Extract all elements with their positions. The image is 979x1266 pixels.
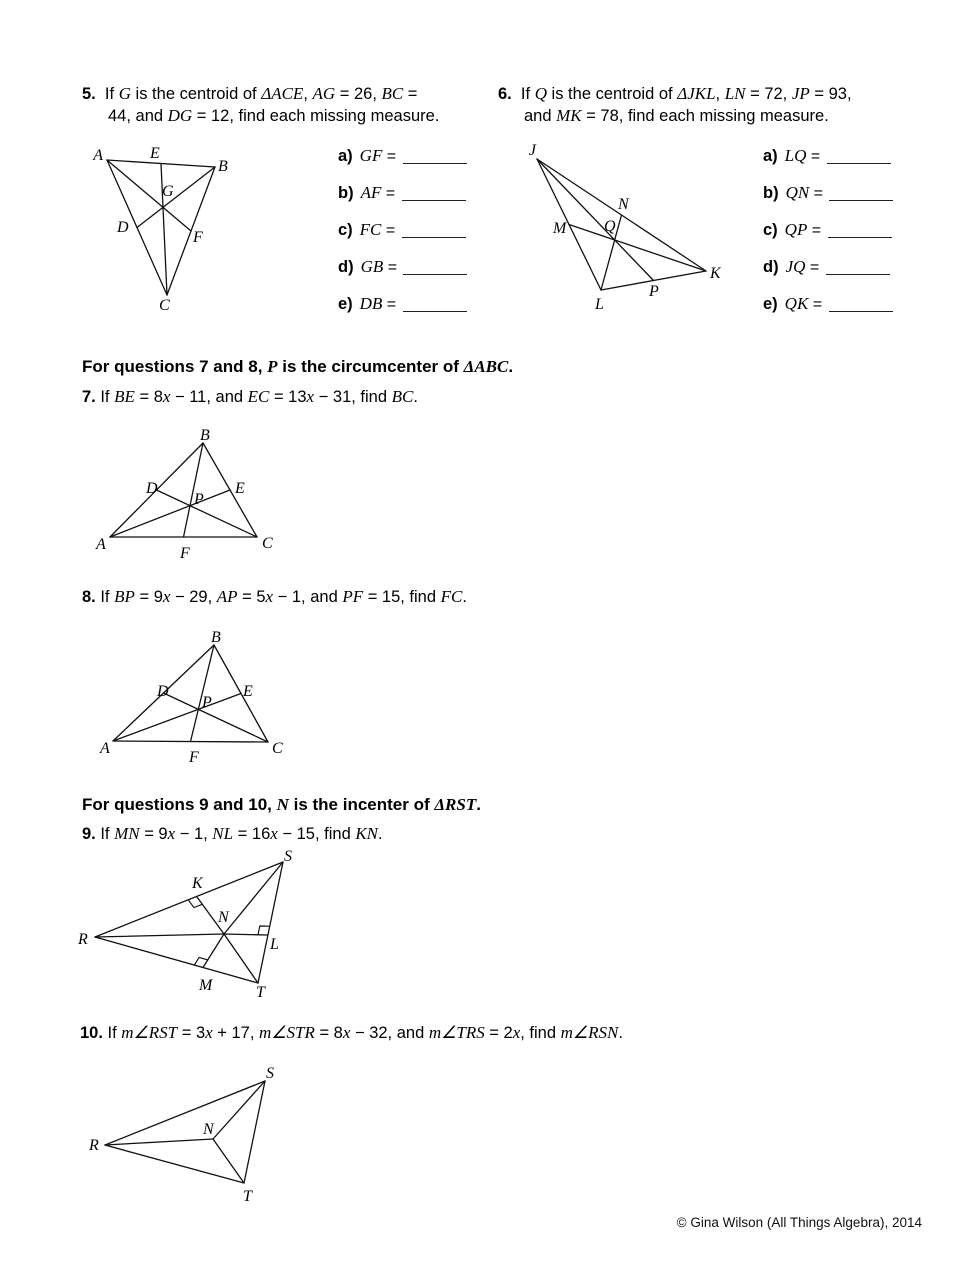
answer-blank: [402, 222, 466, 238]
right-angle-marks: [189, 900, 269, 965]
equals-sign: =: [806, 148, 825, 165]
question-6-line1: 6. If Q is the centroid of ΔJKL, LN = 72, JP = 93,: [498, 84, 852, 103]
answer-variable: FC: [359, 220, 382, 239]
label-Q: Q: [604, 218, 616, 235]
q6-answer-d: [763, 257, 890, 277]
label-D: D: [117, 219, 129, 236]
triangle-diagram-q9: [72, 848, 302, 1006]
label-P: P: [202, 694, 212, 711]
label-M: M: [553, 220, 567, 237]
equals-sign: =: [381, 185, 400, 202]
vertex-labels: [92, 145, 228, 314]
label-E: E: [235, 480, 245, 497]
label-F: F: [180, 545, 190, 562]
equals-sign: =: [381, 222, 400, 239]
label-A: A: [100, 740, 110, 757]
equals-sign: =: [809, 185, 828, 202]
equals-sign: =: [807, 222, 826, 239]
triangle-diagram-q7: [90, 428, 290, 568]
answer-key: e): [338, 295, 353, 313]
answer-key: a): [763, 147, 778, 165]
label-A: A: [93, 147, 103, 164]
label-S: S: [266, 1065, 274, 1082]
question-5-prompt: [82, 83, 482, 127]
label-G: G: [162, 183, 174, 200]
answer-blank: [403, 148, 467, 164]
label-C: C: [272, 740, 283, 757]
label-N: N: [218, 909, 229, 926]
equals-sign: =: [382, 296, 401, 313]
answer-blank: [829, 296, 893, 312]
answer-key: a): [338, 147, 353, 165]
vertex-labels: [95, 427, 273, 562]
label-P: P: [649, 283, 659, 300]
answer-variable: AF: [360, 183, 382, 202]
answer-variable: DB: [359, 294, 383, 313]
label-L: L: [595, 296, 604, 313]
question-5-line1: 5. If G is the centroid of ΔACE, AG = 26, BC =: [82, 84, 418, 103]
triangle-sides: [105, 1081, 265, 1183]
answer-blank: [826, 259, 890, 275]
label-J: J: [528, 142, 536, 159]
label-B: B: [200, 427, 210, 444]
answer-key: b): [338, 184, 354, 202]
answer-variable: GF: [359, 146, 383, 165]
triangle-diagram-q10: [85, 1063, 285, 1208]
label-D: D: [157, 683, 169, 700]
answer-variable: QK: [784, 294, 809, 313]
label-C: C: [262, 535, 273, 552]
answer-key: d): [338, 258, 354, 276]
answer-variable: QP: [784, 220, 808, 239]
label-L: L: [270, 936, 279, 953]
equals-sign: =: [382, 148, 401, 165]
label-A: A: [96, 536, 106, 553]
q5-answer-b: [338, 183, 466, 203]
q6-answer-b: [763, 183, 893, 203]
label-K: K: [192, 875, 203, 892]
label-B: B: [211, 629, 221, 646]
answer-blank: [829, 185, 893, 201]
q6-answer-c: [763, 220, 892, 240]
triangle-diagram-q6: [515, 138, 730, 318]
question-5-line2: 44, and DG = 12, find each missing measure.: [108, 106, 440, 125]
section-heading-7-8: For questions 7 and 8, P is the circumcenter of ΔABC.: [82, 357, 514, 376]
vertex-labels: [529, 142, 722, 313]
label-N: N: [618, 196, 629, 213]
label-S: S: [284, 848, 292, 865]
answer-key: b): [763, 184, 779, 202]
label-B: B: [218, 158, 228, 175]
vertex-labels: [99, 629, 283, 766]
triangle-diagram-q5: [80, 138, 245, 323]
label-K: K: [710, 265, 721, 282]
question-6-prompt: [498, 83, 918, 127]
q5-answer-e: [338, 294, 467, 314]
q5-answer-a: [338, 146, 467, 166]
question-9-text: 9. If MN = 9x − 1, NL = 16x − 15, find KN.: [82, 824, 383, 843]
equals-sign: =: [805, 259, 824, 276]
label-P: P: [194, 491, 204, 508]
answer-blank: [827, 148, 891, 164]
bisector-lines: [95, 862, 283, 983]
label-R: R: [78, 931, 88, 948]
label-D: D: [146, 480, 158, 497]
vertex-labels: [88, 1065, 274, 1205]
answer-key: d): [763, 258, 779, 276]
answer-key: c): [338, 221, 353, 239]
answer-key: c): [763, 221, 778, 239]
q6-answer-e: [763, 294, 893, 314]
answer-blank: [403, 296, 467, 312]
answer-variable: LQ: [784, 146, 807, 165]
label-E: E: [150, 145, 160, 162]
label-N: N: [203, 1121, 214, 1138]
q5-answer-d: [338, 257, 467, 277]
label-T: T: [256, 984, 265, 1001]
label-F: F: [189, 749, 199, 766]
answer-blank: [403, 259, 467, 275]
label-E: E: [243, 683, 253, 700]
answer-variable: QN: [785, 183, 810, 202]
question-8-text: 8. If BP = 9x − 29, AP = 5x − 1, and PF = 15, find FC.: [82, 587, 467, 606]
answer-key: e): [763, 295, 778, 313]
equals-sign: =: [383, 259, 402, 276]
label-T: T: [243, 1188, 252, 1205]
label-M: M: [199, 977, 213, 994]
answer-variable: GB: [360, 257, 384, 276]
equals-sign: =: [808, 296, 827, 313]
copyright-credit: © Gina Wilson (All Things Algebra), 2014: [676, 1215, 922, 1230]
label-R: R: [89, 1137, 99, 1154]
label-C: C: [159, 297, 170, 314]
q6-answer-a: [763, 146, 891, 166]
question-6-line2: and MK = 78, find each missing measure.: [524, 106, 829, 125]
triangle-sides: [95, 862, 283, 983]
question-7-text: 7. If BE = 8x − 11, and EC = 13x − 31, find BC.: [82, 387, 418, 406]
section-heading-9-10: For questions 9 and 10, N is the incenter of ΔRST.: [82, 795, 481, 814]
q5-answer-c: [338, 220, 466, 240]
label-F: F: [193, 229, 203, 246]
answer-variable: JQ: [785, 257, 806, 276]
triangle-diagram-q8: [95, 629, 295, 774]
answer-blank: [402, 185, 466, 201]
question-10-text: 10. If m∠RST = 3x + 17, m∠STR = 8x − 32, and m∠TRS = 2x, find m∠RSN.: [80, 1023, 623, 1042]
right-angle-mark-L: [258, 926, 269, 935]
answer-blank: [828, 222, 892, 238]
cevian-lines: [105, 1081, 265, 1183]
